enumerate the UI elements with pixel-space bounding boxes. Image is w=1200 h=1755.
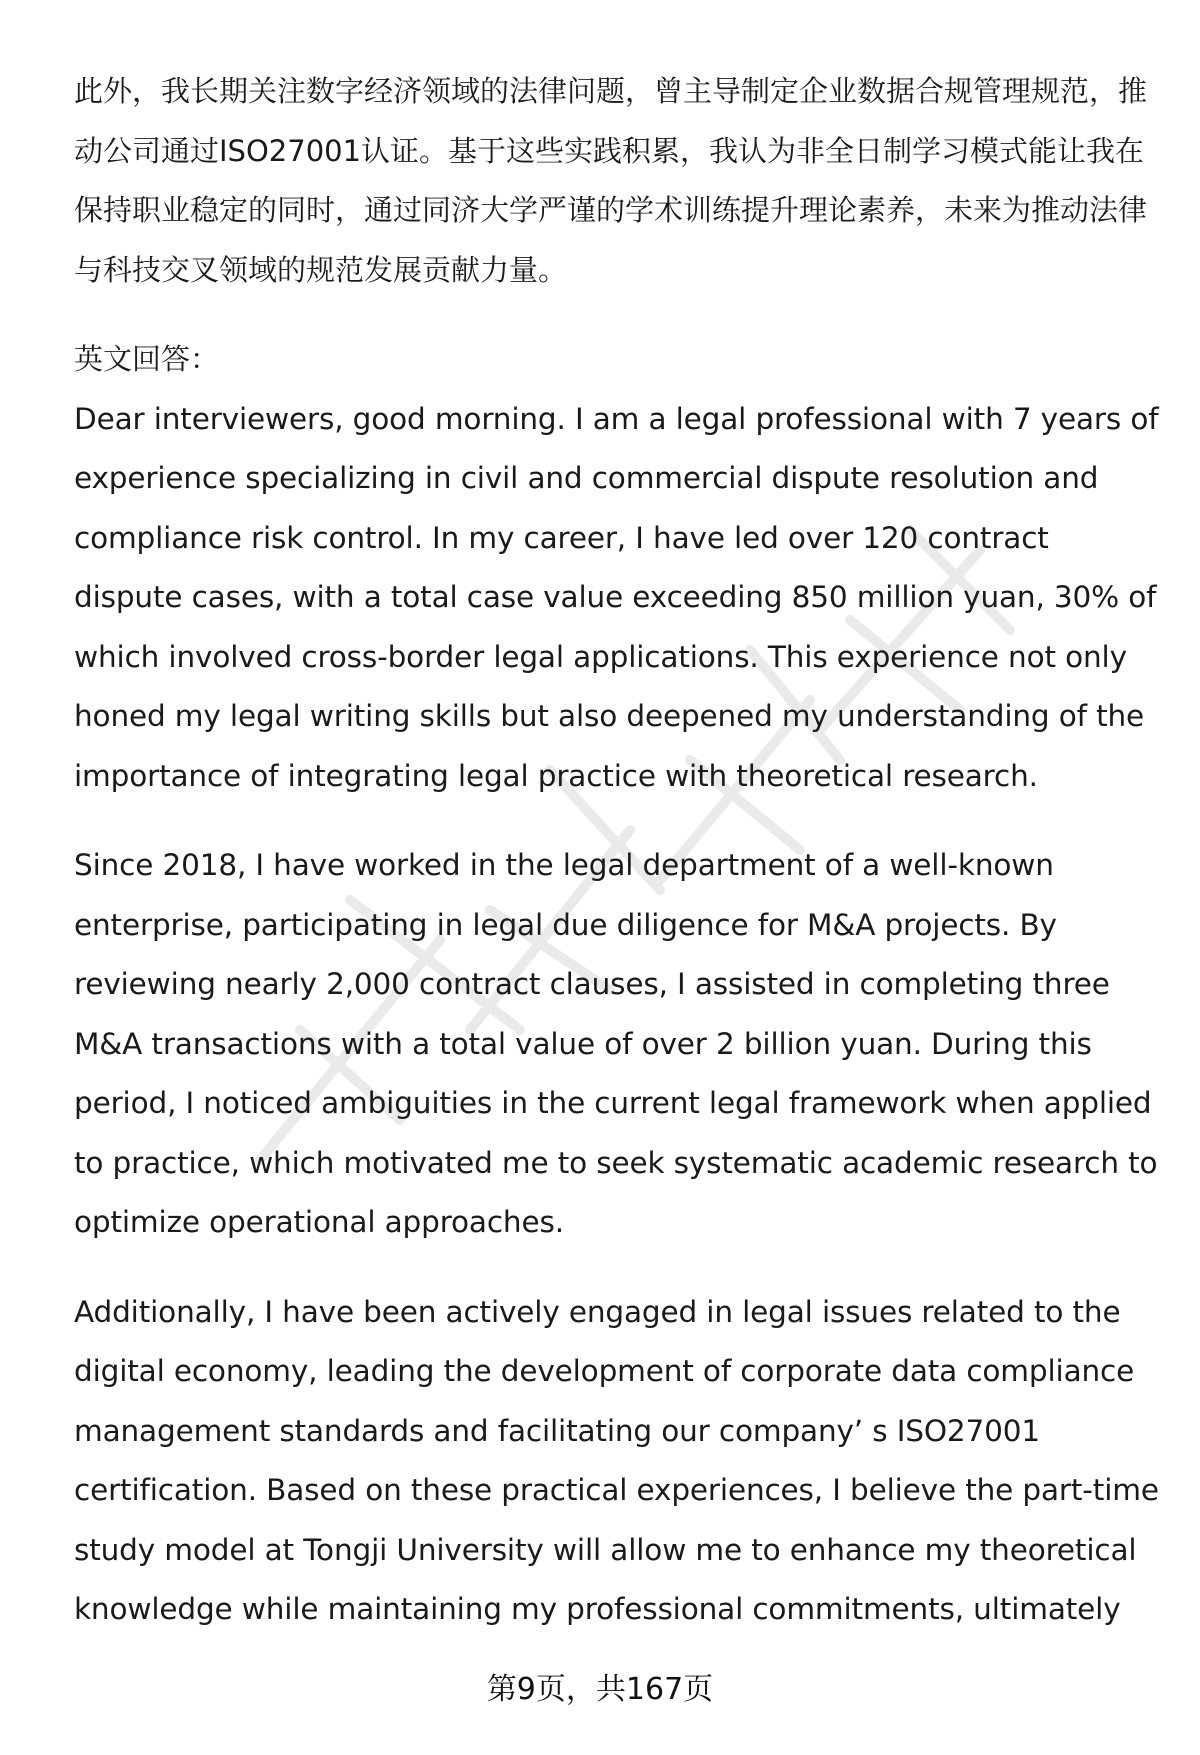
english-answer-label: 英文回答： bbox=[74, 342, 220, 376]
chinese-paragraph: 此外，我长期关注数字经济领域的法律问题，曾主导制定企业数据合规管理规范，推动公司通过ISO27001认证。基于这些实践积累，我认为非全日制学习模式能让我在保持职业稳定的同时，通过同济大学严谨的学术训练提升理论素养，未来为推动法律与科技交叉领域的规范发展贡献力量。 bbox=[74, 74, 1148, 287]
page-number-footer: 第9页，共167页 bbox=[486, 1672, 714, 1707]
paragraph-gap bbox=[74, 300, 1164, 330]
paragraph-gap bbox=[74, 1253, 1164, 1283]
document-body bbox=[74, 62, 1164, 1640]
english-paragraph-3: Additionally, I have been actively engaged in legal issues related to the digital economy, leading the development of corporate data compliance management standards and facilitating our company’ s ISO27001 certification. Based on these practical experiences, I believe the part-time study model at Tongji University will allow me to enhance my theoretical knowledge while maintaining my professional commitments, ultimately bbox=[74, 1294, 1159, 1626]
paragraph-gap bbox=[74, 806, 1164, 836]
english-paragraph-2: Since 2018, I have worked in the legal department of a well-known enterprise, participating in legal due diligence for M&A projects. By reviewing nearly 2,000 contract clauses, I assisted in completing three M&A transactions with a total value of over 2 billion yuan. During this period, I noticed ambiguities in the current legal framework when applied to practice, which motivated me to seek systematic academic research to optimize operational approaches. bbox=[74, 848, 1158, 1239]
english-paragraph-1: Dear interviewers, good morning. I am a legal professional with 7 years of experience specializing in civil and commercial dispute resolution and compliance risk control. In my career, I have led over 120 contract dispute cases, with a total case value exceeding 850 million yuan, 30% of which involved cross-border legal applications. This experience not only honed my legal writing skills but also deepened my understanding of the importance of integrating legal practice with theoretical research. bbox=[74, 401, 1159, 793]
